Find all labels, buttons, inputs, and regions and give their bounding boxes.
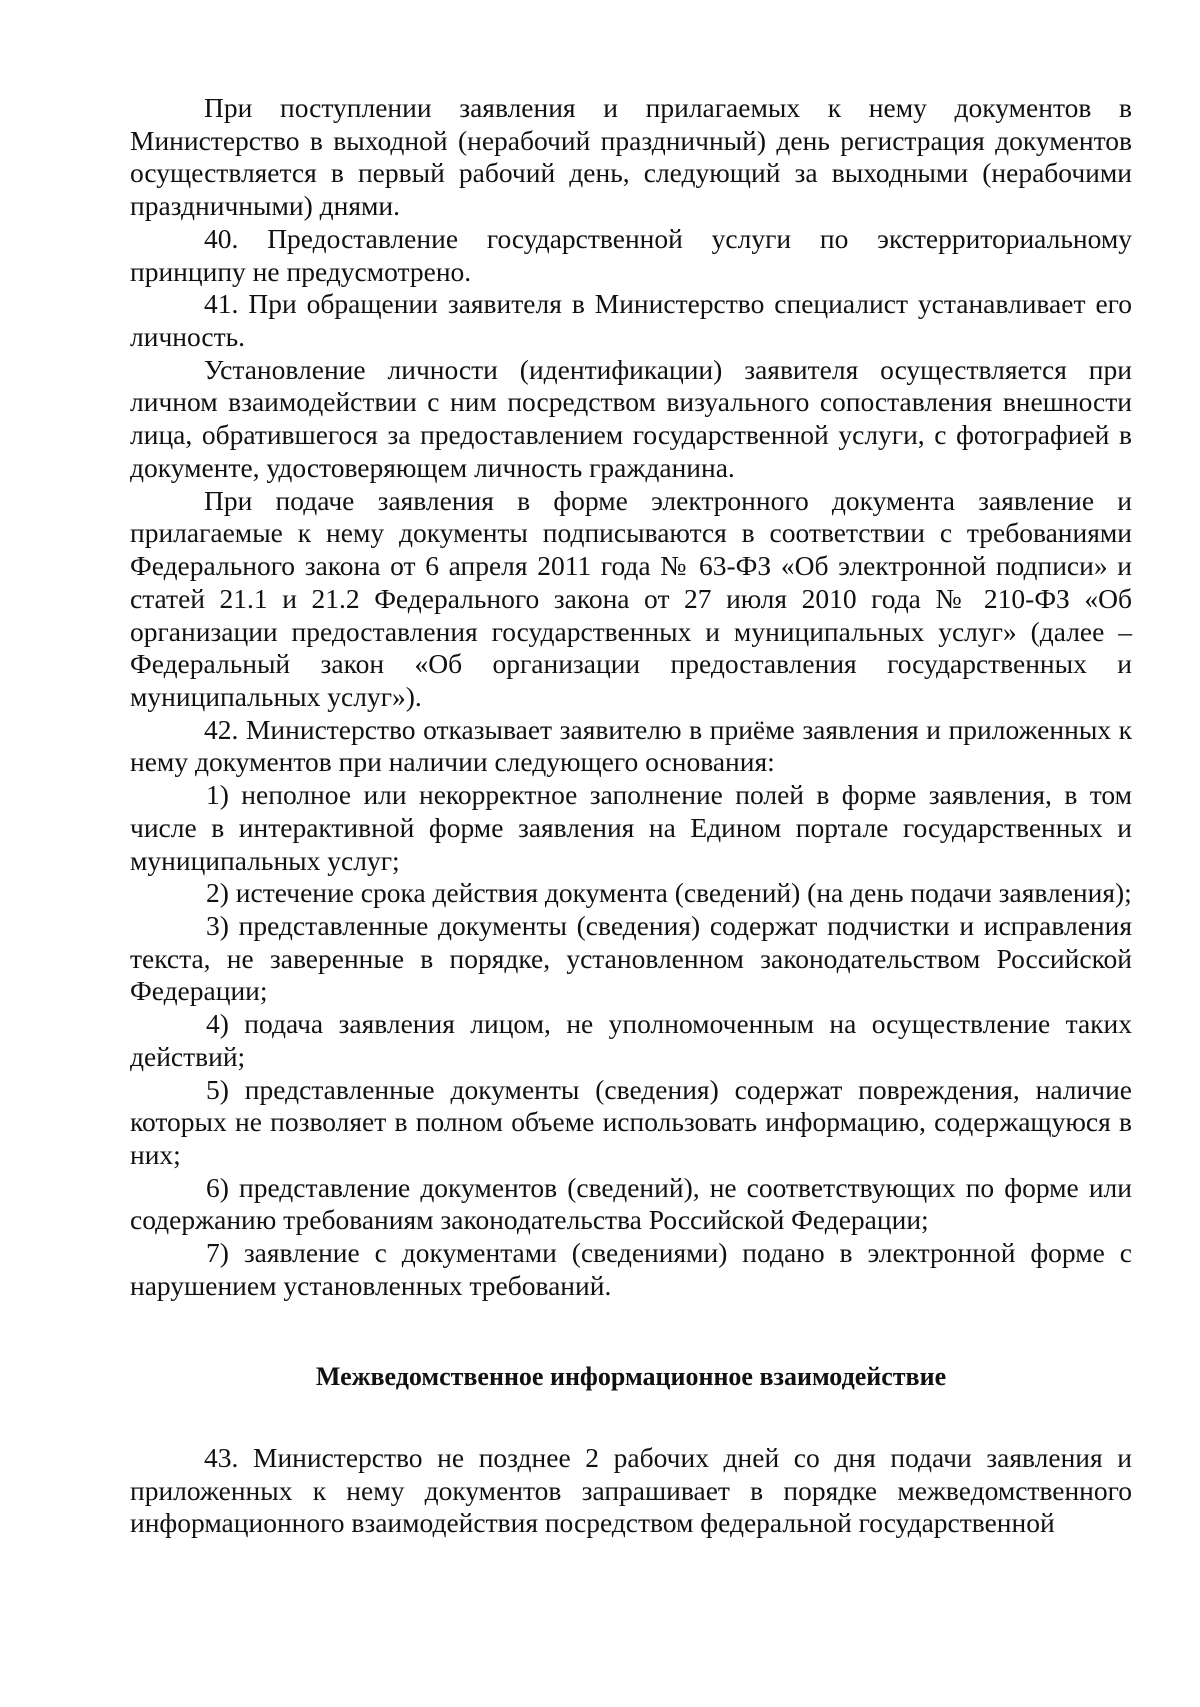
paragraph-42-refusal: 42. Министерство отказывает заявителю в приёме заявления и приложенных к нему документов при наличии следующего основания: xyxy=(130,713,1132,778)
paragraph-41-identity: 41. При обращении заявителя в Министерство специалист устанавливает его личность. xyxy=(130,288,1132,353)
paragraph-electronic-signature: При подаче заявления в форме электронного документа заявление и прилагаемые к нему документы подписываются в соответствии с требованиями Федерального закона от 6 апреля 2011 года № 63-ФЗ «Об электронной подписи» и статей 21.1 и 21.2 Федерального закона от 27 июля 2010 года № 210-ФЗ «Об организации предоставления государственных и муниципальных услуг» (далее – Федеральный закон «Об организации предоставления государственных и муниципальных услуг»). xyxy=(130,484,1132,712)
paragraph-40-extraterritorial: 40. Предоставление государственной услуги по экстерриториальному принципу не предусмотрено. xyxy=(130,222,1132,287)
list-item: 4) подача заявления лицом, не уполномоченным на осуществление таких действий; xyxy=(130,1008,1132,1072)
list-item: 5) представленные документы (сведения) содержат повреждения, наличие которых не позволяет в полном объеме использовать информацию, содержащуюся в них; xyxy=(130,1073,1132,1170)
paragraph-registration-holidays: При поступлении заявления и прилагаемых к нему документов в Министерство в выходной (нерабочий праздничный) день регистрация документов осуществляется в первый рабочий день, следующий за выходными (нерабочими праздничными) днями. xyxy=(130,92,1132,222)
section-heading: Межведомственное информационное взаимодействие xyxy=(315,1361,947,1391)
list-item: 1) неполное или некорректное заполнение полей в форме заявления, в том числе в интерактивной форме заявления на Едином портале государственных и муниципальных услуг; xyxy=(130,779,1132,876)
list-item: 6) представление документов (сведений), не соответствующих по форме или содержанию требованиям законодательства Российской Федерации; xyxy=(130,1171,1132,1236)
list-item: 3) представленные документы (сведения) содержат подчистки и исправления текста, не заверенные в порядке, установленном законодательством Российской Федерации; xyxy=(130,909,1132,1007)
list-item: 7) заявление с документами (сведениями) подано в электронной форме с нарушением установленных требований. xyxy=(130,1237,1132,1301)
list-item: 2) истечение срока действия документа (сведений) (на день подачи заявления); xyxy=(206,877,1132,909)
paragraph-identification: Установление личности (идентификации) заявителя осуществляется при личном взаимодействии с ним посредством визуального сопоставления внешности лица, обратившегося за предоставлением государственной услуги, с фотографией в документе, удостоверяющем личность гражданина. xyxy=(130,353,1132,483)
paragraph-43-interagency: 43. Министерство не позднее 2 рабочих дней со дня подачи заявления и приложенных к нему документов запрашивает в порядке межведомственного информационного взаимодействия посредством федеральной государственной xyxy=(130,1441,1132,1539)
